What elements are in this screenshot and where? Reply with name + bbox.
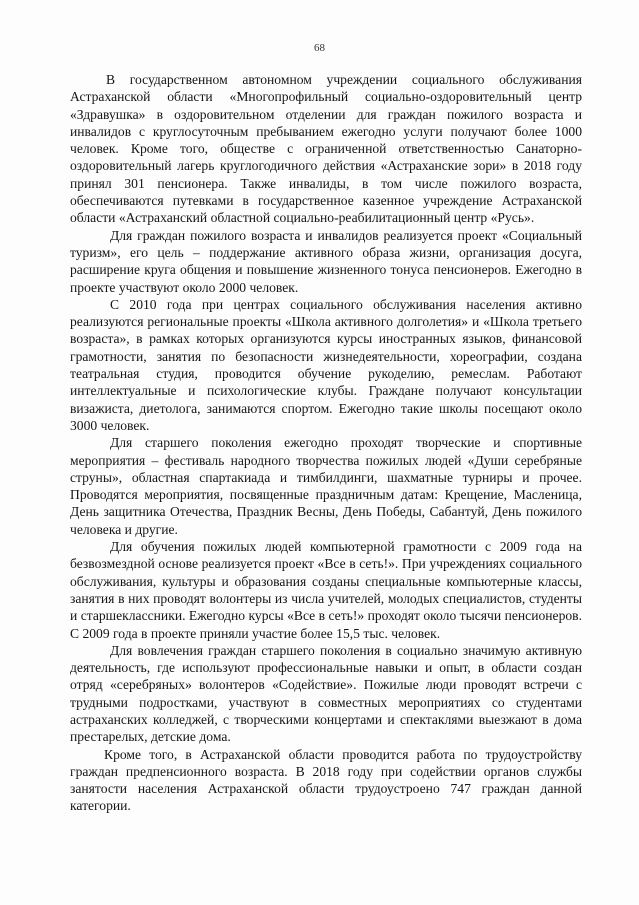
paragraph-social-tourism: Для граждан пожилого возраста и инвалидов реализуется проект «Социальный туризм», его цель – поддержание активного образа жизни, организация досуга, расширение круга общения и повышение жизненного тонуса пенсионеров. Ежегодно в проекте участвуют около 2000 человек. <box>70 227 582 295</box>
paragraph-employment: Кроме того, в Астраханской области проводится работа по трудоустройству граждан предпенсионного возраста. В 2018 году при содействии органов службы занятости населения Астраханской области трудоустроено 747 граждан данной категории. <box>70 746 582 814</box>
page-number: 68 <box>314 42 325 54</box>
paragraph-creative-events: Для старшего поколения ежегодно проходят творческие и спортивные мероприятия – фестиваль народного творчества пожилых людей «Души серебряные струны», областная спартакиада и тимбилдинги, шахматные турниры и прочее. Проводятся мероприятия, посвященные праздничным датам: Крещение, Масленица, День защитника Отечества, Праздник Весны, День Победы, Сабантуй, День пожилого человека и другие. <box>70 435 582 537</box>
paragraph-computer-literacy: Для обучения пожилых людей компьютерной грамотности с 2009 года на безвозмездной основе реализуется проект «Все в сеть!». При учреждениях социального обслуживания, культуры и образования созданы специальные компьютерные классы, занятия в них проводят волонтеры из числа учителей, молодых специалистов, студенты и старшеклассники. Ежегодно курсы «Все в сеть!» проходят около тысячи пенсионеров. С 2009 года в проекте приняли участие более 15,5 тыс. человек. <box>70 539 582 641</box>
document-body <box>70 71 582 815</box>
paragraph-health-center: В государственном автономном учреждении социального обслуживания Астраханской области «Многопрофильный социально-оздоровительный центр «Здравушка» в оздоровительном отделении для граждан пожилого возраста и инвалидов с круглосуточным пребыванием ежегодно услуги получают более 1000 человек. Кроме того, обществе с ограниченной ответственностью Санаторно-оздоровительный лагерь круглогодичного действия «Астраханские зори» в 2018 году принял 301 пенсионера. Также инвалиды, в том числе пожилого возраста, обеспечиваются путевками в государственное казенное учреждение Астраханской области «Астраханский областной социально-реабилитационный центр «Русь». <box>70 72 582 226</box>
paragraph-active-longevity-school: С 2010 года при центрах социального обслуживания населения активно реализуются региональные проекты «Школа активного долголетия» и «Школа третьего возраста», в рамках которых организуются курсы иностранных языков, финансовой грамотности, занятия по безопасности жизнедеятельности, хореографии, создана театральная студия, проводится обучение рукоделию, ремеслам. Работают интеллектуальные и психологические клубы. Граждане получают консультации визажиста, диетолога, занимаются спортом. Ежегодно такие школы посещают около 3000 человек. <box>70 296 582 433</box>
paragraph-silver-volunteers: Для вовлечения граждан старшего поколения в социально значимую активную деятельность, где используют профессиональные навыки и опыт, в области создан отряд «серебряных» волонтеров «Содействие». Пожилые люди проводят встречи с трудными подростками, участвуют в совместных мероприятиях со студентами астраханских колледжей, с творческими концертами и спектаклями выезжают в дома престарелых, детские дома. <box>70 642 582 745</box>
